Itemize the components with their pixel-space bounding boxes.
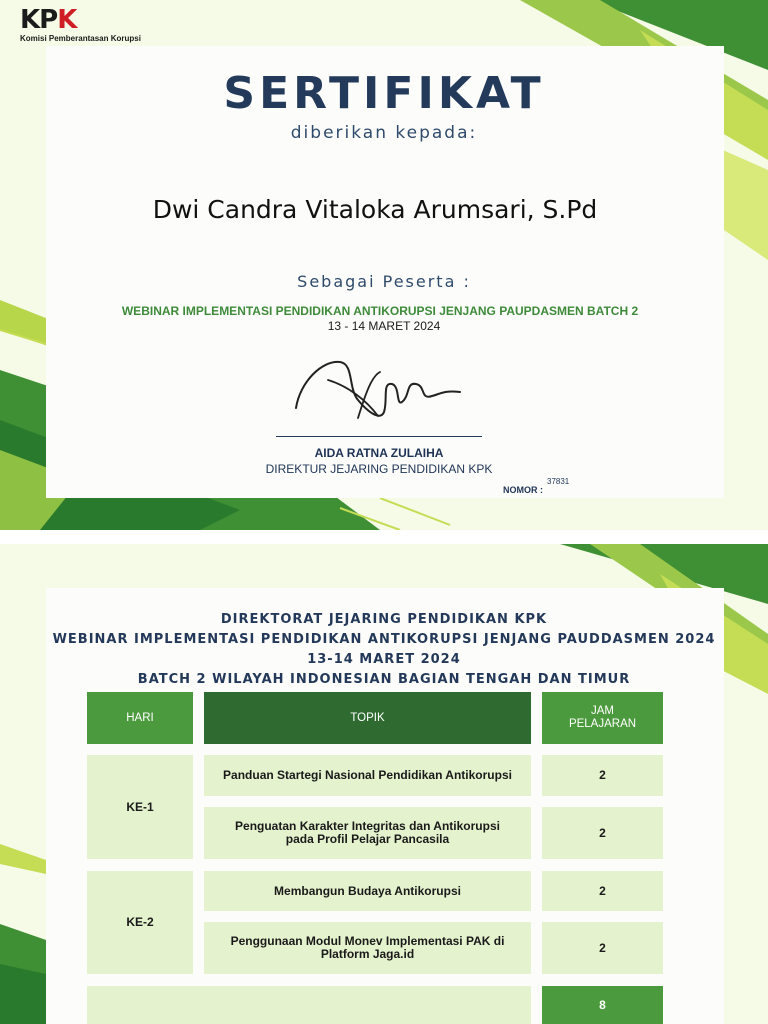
schedule-heading-line: DIREKTORAT JEJARING PENDIDIKAN KPK: [220, 612, 548, 627]
participant-label: Sebagai Peserta :: [297, 272, 471, 291]
schedule-heading-line: WEBINAR IMPLEMENTASI PENDIDIKAN ANTIKORUPSI JENJANG PAUDDASMEN 2024: [52, 632, 716, 647]
signature-line: [276, 436, 482, 437]
event-name: WEBINAR IMPLEMENTASI PENDIDIKAN ANTIKORUPSI JENJANG PAUPDASMEN BATCH 2: [121, 304, 639, 318]
hours-cell: 2: [542, 922, 663, 974]
schedule-heading: [0, 610, 768, 690]
topic-cell: Membangun Budaya Antikorupsi: [204, 871, 531, 911]
certificate-number-label: NOMOR :: [503, 485, 543, 495]
schedule-heading-line: BATCH 2 WILAYAH INDONESIAN BAGIAN TENGAH DAN TIMUR: [137, 672, 631, 687]
hours-cell: 2: [542, 755, 663, 796]
kpk-logo-subtitle: Komisi Pemberantasan Korupsi: [20, 34, 141, 43]
signer-role: DIREKTUR JEJARING PENDIDIKAN KPK: [265, 462, 493, 476]
handwritten-signature: [288, 352, 468, 432]
signer-name: AIDA RATNA ZULAIHA: [314, 446, 444, 460]
event-date: 13 - 14 MARET 2024: [327, 319, 441, 333]
recipient-name: Dwi Candra Vitaloka Arumsari, S.Pd: [152, 195, 598, 224]
hours-cell: 2: [542, 807, 663, 859]
topic-cell: Penggunaan Modul Monev Implementasi PAK di Platform Jaga.id: [204, 922, 531, 974]
column-header-topic: TOPIK: [204, 692, 531, 744]
day-cell: KE-1: [87, 755, 193, 859]
kpk-logo-wordmark: KPK: [20, 5, 77, 35]
total-label-cell: [87, 986, 531, 1024]
given-to-label: diberikan kepada:: [290, 123, 478, 143]
column-header-hours: JAM PELAJARAN: [542, 692, 663, 744]
certificate-number-value: 37831: [547, 477, 570, 486]
topic-cell: Panduan Startegi Nasional Pendidikan Antikorupsi: [204, 755, 531, 796]
hours-cell: 2: [542, 871, 663, 911]
total-hours-cell: 8: [542, 986, 663, 1024]
schedule-page: [0, 544, 768, 1024]
day-cell: KE-2: [87, 871, 193, 974]
kpk-logo: [20, 5, 141, 48]
schedule-heading-line: 13-14 MARET 2024: [307, 652, 461, 667]
column-header-day: HARI: [87, 692, 193, 744]
topic-cell: Penguatan Karakter Integritas dan Antikorupsi pada Profil Pelajar Pancasila: [204, 807, 531, 859]
certificate-title: SERTIFIKAT: [223, 68, 545, 119]
